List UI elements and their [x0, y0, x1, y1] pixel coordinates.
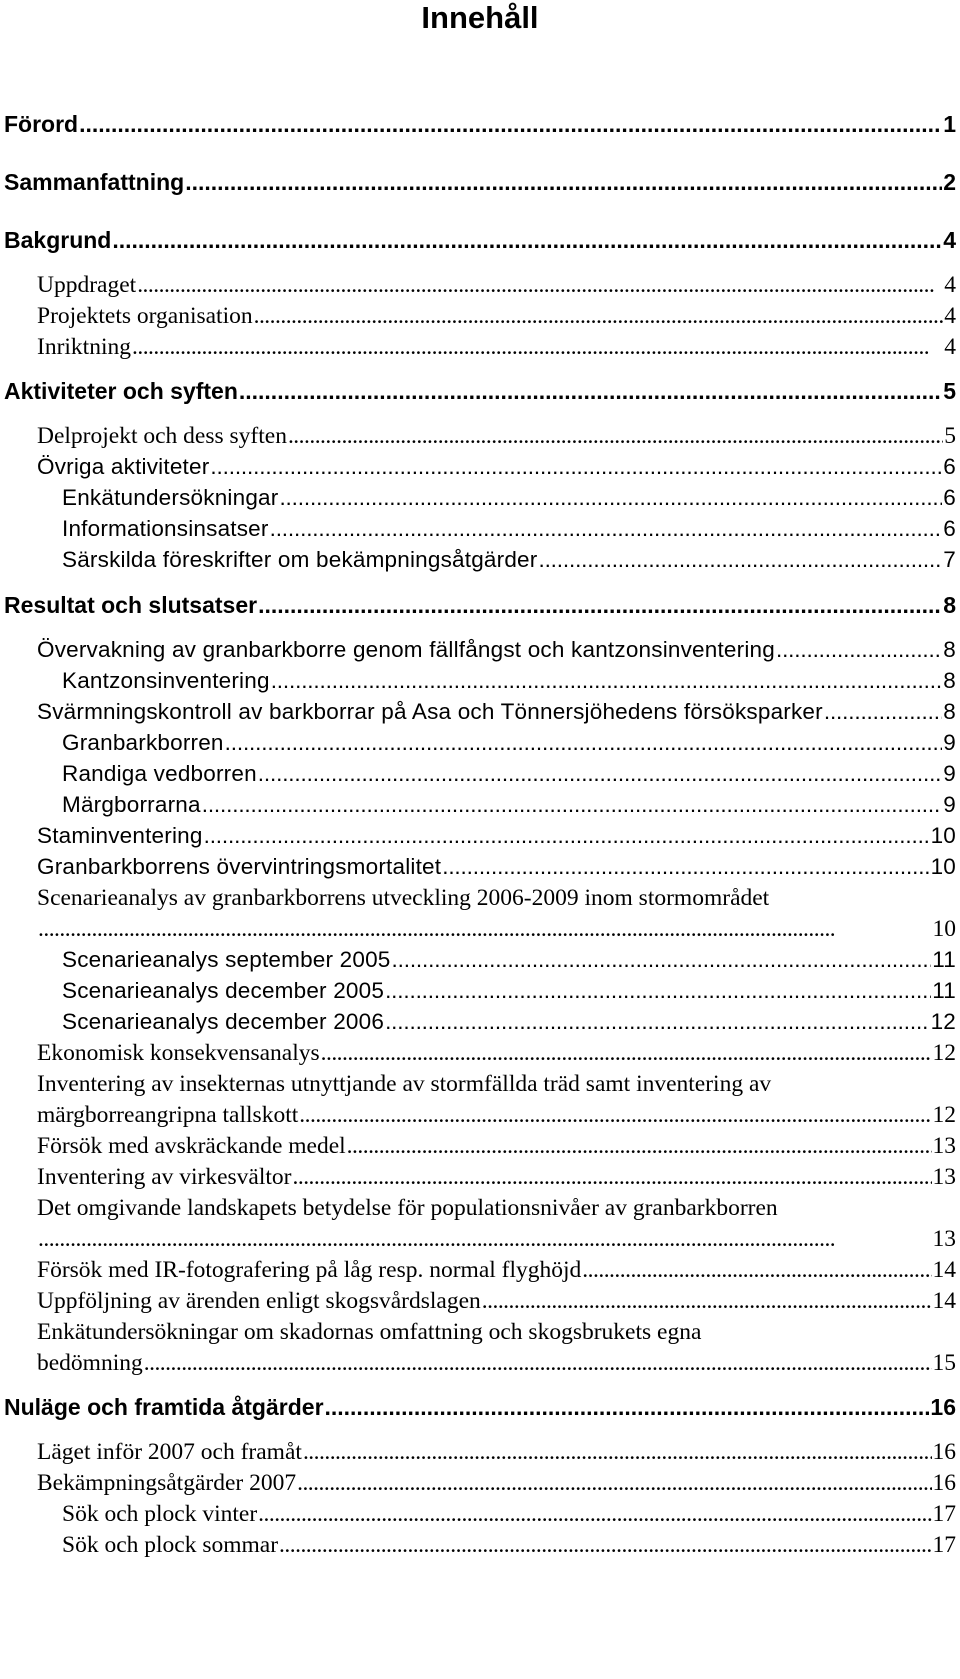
toc-entry-label: Uppföljning av ärenden enligt skogsvårdslagen	[37, 1288, 481, 1314]
toc-leader-dots	[239, 375, 942, 407]
toc-entry[interactable]	[37, 451, 956, 485]
toc-leader-dots	[210, 451, 942, 483]
toc-leader-dots	[79, 108, 942, 140]
toc-entry-label: Delprojekt och dess syften	[37, 423, 287, 449]
page-title: Innehåll	[421, 0, 539, 35]
toc-entry[interactable]	[37, 1347, 956, 1381]
toc-entry-page: 4	[943, 227, 956, 253]
toc-entry[interactable]	[37, 331, 956, 365]
toc-entry-label: Övervakning av granbarkborre genom fällfångst och kantzonsinventering	[37, 637, 775, 662]
toc-leader-dots	[385, 1006, 930, 1038]
toc-entry-label: Inriktning	[37, 334, 131, 360]
toc-entry-label: Övriga aktiviteter	[37, 454, 210, 479]
toc-entry-label: Randiga vedborren	[62, 761, 257, 786]
toc-entry[interactable]	[4, 108, 956, 142]
toc-leader-dots	[254, 300, 944, 332]
toc-entry[interactable]	[37, 634, 956, 668]
toc-entry[interactable]	[37, 300, 956, 334]
toc-entry-page: 11	[932, 978, 956, 1003]
toc-entry-page: 14	[932, 1257, 956, 1283]
toc-entry-page: 17	[932, 1532, 956, 1558]
toc-entry-label: Scenarieanalys september 2005	[62, 947, 391, 972]
toc-entry-label: Sammanfattning	[4, 169, 185, 195]
toc-entry[interactable]	[37, 1037, 956, 1071]
toc-entry-page: 4	[944, 334, 956, 360]
toc-entry-page: 1	[943, 111, 956, 137]
toc-entry[interactable]	[62, 544, 956, 578]
toc-entry-page: 9	[943, 761, 956, 786]
toc-entry[interactable]	[37, 1436, 956, 1470]
toc-entry[interactable]	[37, 420, 956, 454]
toc-entry-label: Svärmningskontroll av barkborrar på Asa och Tönnersjöhedens försöksparker	[37, 699, 823, 724]
toc-entry-label: Scenarieanalys december 2006	[62, 1009, 385, 1034]
toc-entry[interactable]	[37, 1099, 956, 1133]
toc-entry-label: Enkätundersökningar	[62, 485, 279, 510]
toc-entry[interactable]	[37, 1223, 956, 1257]
toc-entry-page: 14	[932, 1288, 956, 1314]
toc-entry-label: Inventering av virkesvältor	[37, 1164, 292, 1190]
toc-entry-page: 5	[944, 423, 956, 449]
toc-entry[interactable]	[4, 1391, 956, 1425]
toc-entry[interactable]	[62, 513, 956, 547]
toc-leader-dots	[132, 331, 943, 363]
toc-leader-dots	[38, 1223, 932, 1255]
toc-leader-dots	[824, 696, 942, 728]
toc-leader-dots	[38, 913, 932, 945]
toc-entry[interactable]	[37, 1254, 956, 1288]
toc-entry[interactable]	[4, 375, 956, 409]
toc-entry[interactable]	[4, 166, 956, 200]
toc-entry-label: Försök med IR-fotografering på låg resp. normal flyghöjd	[37, 1257, 582, 1283]
toc-leader-dots	[299, 1099, 931, 1131]
toc-entry-page: 12	[932, 1102, 956, 1128]
toc-entry-label: Nuläge och framtida åtgärder	[4, 1394, 324, 1420]
toc-leader-dots	[288, 420, 943, 452]
toc-entry-label: Bekämpningsåtgärder 2007	[37, 1470, 297, 1496]
toc-entry-label: Särskilda föreskrifter om bekämpningsåtgärder	[62, 547, 538, 572]
toc-entry-label: Informationsinsatser	[62, 516, 269, 541]
toc-entry-label: märgborreangripna tallskott	[37, 1102, 299, 1128]
toc-entry-page: 11	[932, 947, 956, 972]
toc-leader-dots	[185, 166, 942, 198]
toc-entry[interactable]	[37, 820, 956, 854]
toc-leader-dots	[271, 665, 943, 697]
toc-entry-page: 9	[943, 730, 956, 755]
toc-entry[interactable]	[4, 224, 956, 258]
toc-entry-label: Granbarkborren	[62, 730, 224, 755]
toc-entry-page: 16	[932, 1470, 956, 1496]
toc-leader-dots	[482, 1285, 932, 1317]
toc-entry-page: 13	[932, 1133, 956, 1159]
toc-entry[interactable]	[62, 975, 956, 1009]
toc-leader-dots	[776, 634, 942, 666]
toc-entry-label: Staminventering	[37, 823, 203, 848]
toc-entry-label: Försök med avskräckande medel	[37, 1133, 346, 1159]
toc-entry-page: 6	[943, 516, 956, 541]
toc-leader-dots	[270, 513, 943, 545]
toc-entry[interactable]	[37, 1130, 956, 1164]
toc-entry-label-line1[interactable]: Det omgivande landskapets betydelse för populationsnivåer av granbarkborren	[37, 1195, 778, 1221]
toc-entry[interactable]	[37, 269, 956, 303]
toc-entry[interactable]	[37, 851, 956, 885]
toc-entry[interactable]	[37, 1161, 956, 1195]
toc-entry[interactable]	[37, 1285, 956, 1319]
toc-entry-page: 9	[943, 792, 956, 817]
toc-entry-page: 13	[932, 1226, 956, 1252]
toc-entry-label: Uppdraget	[37, 272, 137, 298]
toc-entry[interactable]	[62, 944, 956, 978]
toc-entry[interactable]	[37, 1467, 956, 1501]
toc-entry[interactable]	[62, 758, 956, 792]
toc-entry-label: Sök och plock sommar	[62, 1532, 279, 1558]
toc-entry-page: 15	[932, 1350, 956, 1376]
toc-entry-page: 10	[930, 823, 956, 848]
toc-entry-page: 17	[932, 1501, 956, 1527]
toc-entry-page: 8	[943, 699, 956, 724]
toc-entry-label: Projektets organisation	[37, 303, 253, 329]
toc-entry-label: Kantzonsinventering	[62, 668, 270, 693]
toc-entry-page: 12	[930, 1009, 956, 1034]
toc-leader-dots	[303, 1436, 932, 1468]
toc-leader-dots	[258, 1498, 931, 1530]
toc-entry[interactable]	[4, 589, 956, 623]
toc-entry[interactable]	[62, 1529, 956, 1563]
toc-leader-dots	[325, 1391, 930, 1423]
toc-entry-label: Läget inför 2007 och framåt	[37, 1439, 302, 1465]
toc-leader-dots	[279, 1529, 931, 1561]
toc-entry-label: Förord	[4, 111, 79, 137]
toc-leader-dots	[225, 727, 943, 759]
toc-entry[interactable]	[62, 665, 956, 699]
toc-leader-dots	[112, 224, 942, 256]
toc-entry-page: 12	[932, 1040, 956, 1066]
toc-entry-page: 8	[943, 637, 956, 662]
toc-entry-page: 4	[944, 272, 956, 298]
toc-leader-dots	[385, 975, 931, 1007]
toc-entry-label: Sök och plock vinter	[62, 1501, 258, 1527]
toc-entry-label-line1[interactable]: Enkätundersökningar om skadornas omfattning och skogsbrukets egna	[37, 1319, 702, 1345]
toc-entry-page: 6	[943, 485, 956, 510]
toc-entry[interactable]	[62, 727, 956, 761]
toc-entry-label: Granbarkborrens övervintringsmortalitet	[37, 854, 442, 879]
toc-leader-dots	[582, 1254, 931, 1286]
toc-leader-dots	[202, 789, 943, 821]
toc-entry[interactable]	[62, 482, 956, 516]
toc-entry-page: 8	[943, 592, 956, 618]
toc-leader-dots	[321, 1037, 932, 1069]
toc-entry[interactable]	[62, 1006, 956, 1040]
toc-leader-dots	[538, 544, 942, 576]
toc-entry-page: 13	[932, 1164, 956, 1190]
toc-leader-dots	[392, 944, 932, 976]
toc-entry-label: bedömning	[37, 1350, 143, 1376]
toc-entry-page: 16	[930, 1394, 956, 1420]
toc-entry-page: 10	[932, 916, 956, 942]
toc-leader-dots	[442, 851, 929, 883]
toc-entry-page: 4	[944, 303, 956, 329]
toc-entry[interactable]	[37, 696, 956, 730]
toc-leader-dots	[297, 1467, 931, 1499]
toc-leader-dots	[204, 820, 930, 852]
toc-entry-page: 10	[930, 854, 956, 879]
toc-entry-label: Scenarieanalys december 2005	[62, 978, 385, 1003]
toc-leader-dots	[144, 1347, 932, 1379]
toc-leader-dots	[137, 269, 943, 301]
toc-entry-label: Aktiviteter och syften	[4, 378, 238, 404]
toc-leader-dots	[347, 1130, 932, 1162]
toc-leader-dots	[258, 758, 942, 790]
toc-entry-page: 7	[943, 547, 956, 572]
toc-entry-page: 6	[943, 454, 956, 479]
toc-entry-page: 8	[943, 668, 956, 693]
toc-entry[interactable]	[62, 1498, 956, 1532]
toc-entry-label: Ekonomisk konsekvensanalys	[37, 1040, 320, 1066]
toc-leader-dots	[293, 1161, 932, 1193]
toc-entry[interactable]	[37, 913, 956, 947]
toc-entry-label: Märgborrarna	[62, 792, 201, 817]
toc-entry-page: 16	[932, 1439, 956, 1465]
toc-entry-page: 5	[943, 378, 956, 404]
toc-leader-dots	[258, 589, 942, 621]
toc-entry-label: Resultat och slutsatser	[4, 592, 258, 618]
toc-entry-label-line1[interactable]: Scenarieanalys av granbarkborrens utveckling 2006-2009 inom stormområdet	[37, 885, 770, 911]
toc-entry-label: Bakgrund	[4, 227, 112, 253]
toc-entry-label-line1[interactable]: Inventering av insekternas utnyttjande av stormfällda träd samt inventering av	[37, 1071, 772, 1097]
toc-entry[interactable]	[62, 789, 956, 823]
toc-leader-dots	[279, 482, 942, 514]
toc-entry-page: 2	[943, 169, 956, 195]
